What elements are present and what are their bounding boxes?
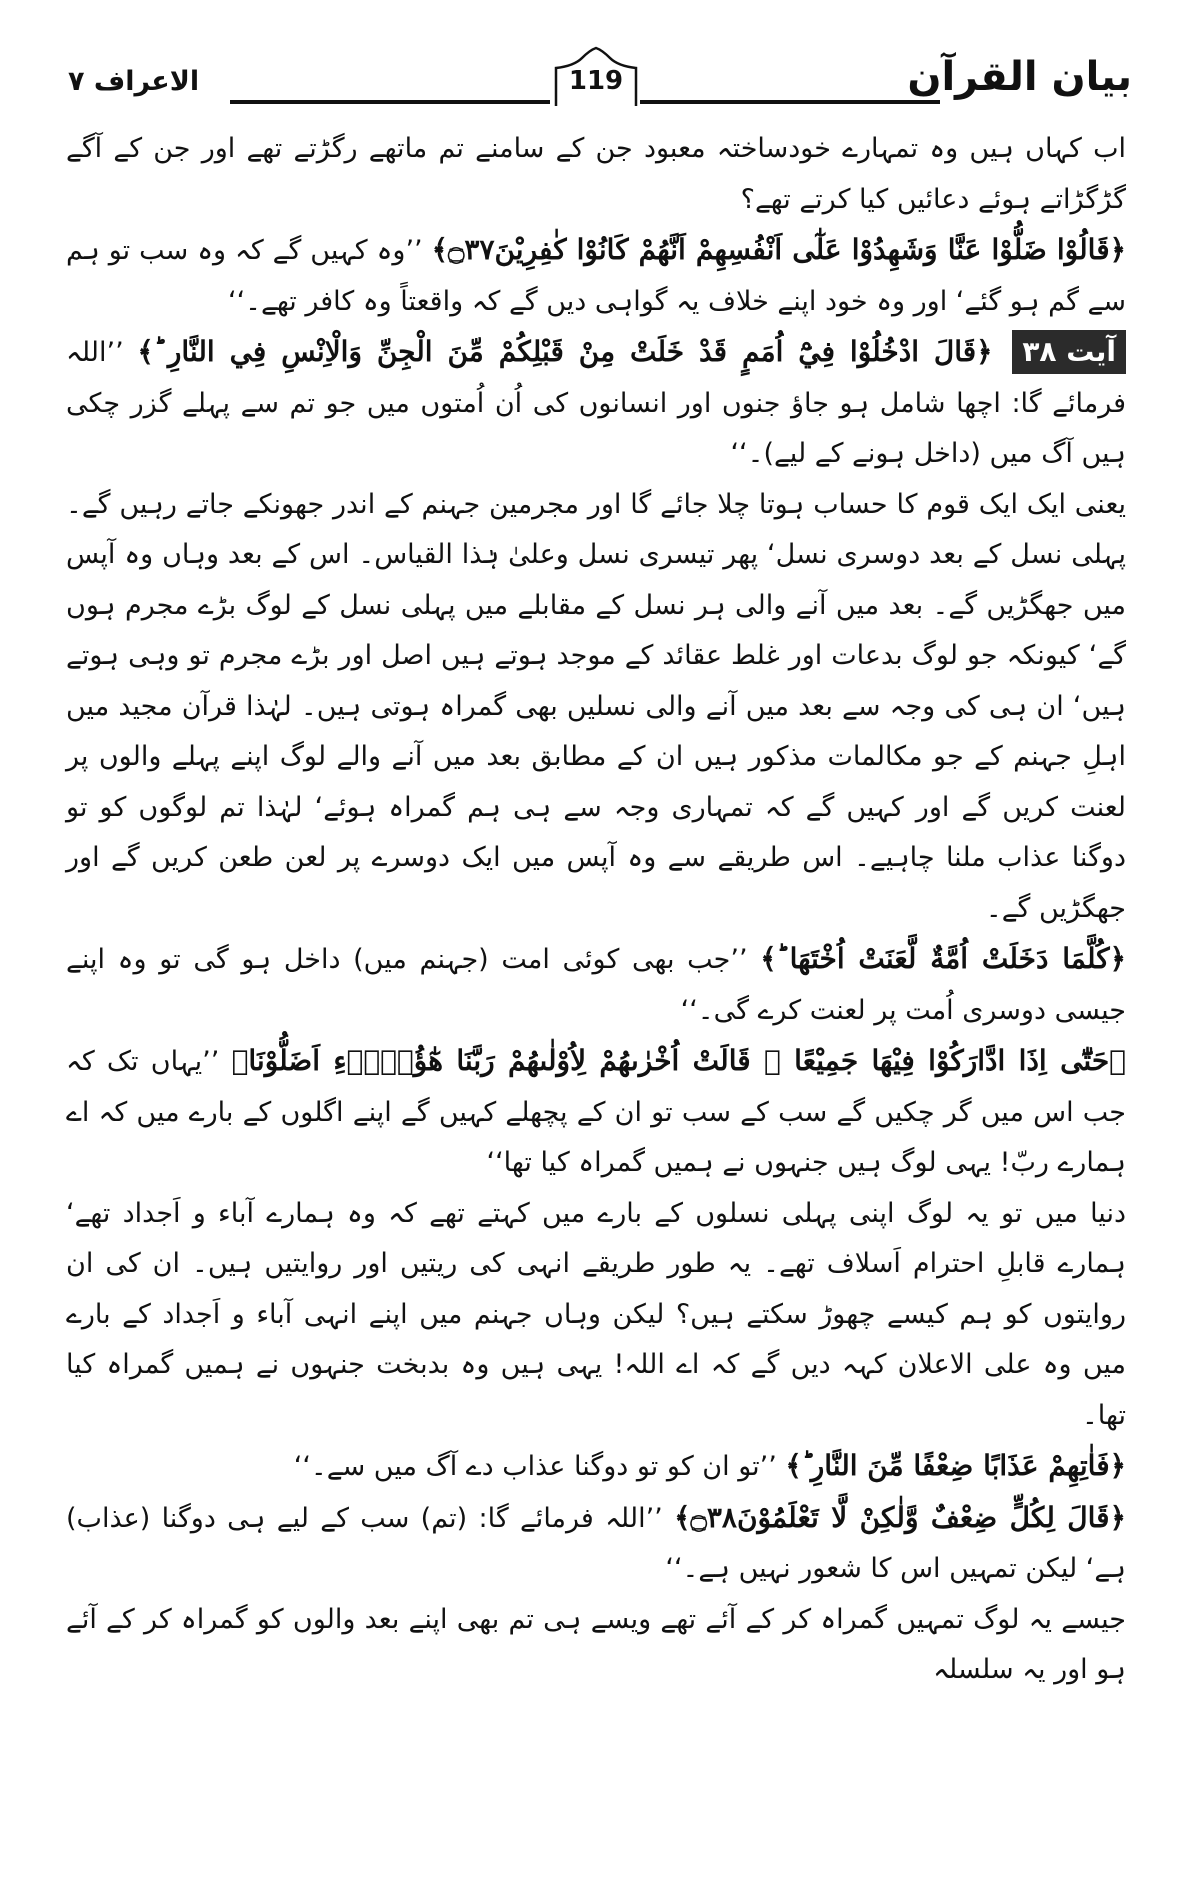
paragraph-1 — [66, 124, 1126, 225]
ayah-arabic: ﴿كُلَّمَا دَخَلَتْ اُمَّةٌ لَّعَنَتْ اُخْتَهَا ؕ﴾ — [760, 942, 1126, 975]
ayah-block-4 — [66, 1036, 1126, 1189]
ayah-arabic: ﴿قَالَ ادْخُلُوْا فِيْٓ اُمَمٍ قَدْ خَلَتْ مِنْ قَبْلِكُمْ مِّنَ الْجِنِّ وَالْاِنْسِ فِي النَّارِ ؕ﴾ — [137, 335, 993, 368]
header-rule-right — [640, 100, 940, 104]
ayah-arabic: ﴿قَالُوْا ضَلُّوْا عَنَّا وَشَهِدُوْا عَلٰٓى اَنْفُسِهِمْ اَنَّهُمْ كَانُوْا كٰفِرِيْنَ۝۳۷﴾ — [431, 233, 1126, 266]
page-header — [0, 0, 1192, 118]
paragraph-text: دنیا میں تو یہ لوگ اپنی پہلی نسلوں کے بارے میں کہتے تھے کہ وہ ہمارے آباء و اَجداد تھے‘ ہمارے قابلِ احترام اَسلاف تھے۔ یہ طور طریقے انہی کی ریتیں اور روایتیں ہیں۔ ان کی ان روایتوں کو ہم کیسے چھوڑ سکتے ہیں؟ لیکن وہاں جہنم میں اپنے انہی آباء و اَجداد کے بارے میں وہ علی الاعلان کہہ دیں گے کہ اے اللہ! یہی ہیں وہ بدبخت جنہوں نے ہمیں گمراہ کیا تھا۔ — [66, 1197, 1126, 1431]
page-number-badge — [552, 46, 640, 108]
page-number: 119 — [568, 66, 624, 96]
ayah-translation: ’’تو ان کو تو دوگنا عذاب دے آگ میں سے۔‘‘ — [293, 1451, 777, 1482]
ayah-translation: ’’اللہ فرمائے گا: (تم) سب کے لیے ہی دوگنا (عذاب) ہے‘ لیکن تمہیں اس کا شعور نہیں ہے۔‘‘ — [66, 1502, 1126, 1584]
ayah-block-6 — [66, 1493, 1126, 1595]
ayah-block-3 — [66, 934, 1126, 1036]
ayah-translation: ’’جب بھی کوئی امت (جہنم میں) داخل ہو گی تو وہ اپنے جیسی دوسری اُمت پر لعنت کرے گی۔‘‘ — [66, 944, 1126, 1026]
ayah-number-label: آیت ۳۸ — [1012, 330, 1126, 374]
page-body — [66, 124, 1126, 1864]
paragraph-text: اب کہاں ہیں وہ تمہارے خودساختہ معبود جن کے سامنے تم ماتھے رگڑتے تھے اور جن کے آگے گڑگڑاتے ہوئے دعائیں کیا کرتے تھے؟ — [66, 133, 1126, 215]
header-rule-left — [230, 100, 550, 104]
paragraph-text: یعنی ایک ایک قوم کا حساب ہوتا چلا جائے گا اور مجرمین جہنم کے اندر جھونکے جاتے رہیں گے۔ پہلی نسل کے بعد دوسری نسل‘ پھر تیسری نسل وعلیٰ ہٰذا القیاس۔ اس کے بعد وہاں وہ آپس میں جھگڑیں گے۔ بعد میں آنے والی ہر نسل کے مقابلے میں پہلی نسل کے لوگ بڑے مجرم ہوں گے‘ کیونکہ جو لوگ بدعات اور غلط عقائد کے موجد ہوتے ہیں اصل اور بڑے مجرم تو وہی ہوتے ہیں‘ ان ہی کی وجہ سے بعد میں آنے والی نسلیں بھی گمراہ ہوتی ہیں۔ لہٰذا قرآن مجید میں اہلِ جہنم کے جو مکالمات مذکور ہیں ان کے مطابق بعد میں آنے والے لوگ اپنے پہلے والوں پر لعنت کریں گے اور کہیں گے کہ تمہاری وجہ سے ہی ہم گمراہ ہوئے‘ لہٰذا تم لوگوں کو تو دوگنا عذاب ملنا چاہیے۔ اس طریقے سے وہ آپس میں ایک دوسرے پر لعن طعن کریں گے اور جھگڑیں گے۔ — [66, 488, 1126, 924]
ayah-block-5 — [66, 1441, 1126, 1493]
paragraph-text: جیسے یہ لوگ تمہیں گمراہ کر کے آئے تھے ویسے ہی تم بھی اپنے بعد والوں کو گمراہ کر کے آئے ہو اور یہ سلسلہ — [66, 1603, 1126, 1685]
book-title: بیان القرآن — [907, 54, 1132, 100]
ayah-arabic: ﴿حَتّٰٓى اِذَا ادَّارَكُوْا فِيْهَا جَمِيْعًا ۙ قَالَتْ اُخْرٰىهُمْ لِاُوْلٰىهُمْ رَبَّنَا هٰٓؤُلَاۗءِ اَضَلُّوْنَا﴾ — [231, 1044, 1126, 1077]
ayah-translation: ’’وہ کہیں گے کہ وہ سب تو ہم سے گم ہو گئے‘ اور وہ خود اپنے خلاف یہ گواہی دیں گے کہ واقعتاً وہ کافر تھے۔‘‘ — [66, 235, 1126, 317]
paragraph-2 — [66, 480, 1126, 935]
ayah-translation: ’’یہاں تک کہ جب اس میں گر چکیں گے سب کے سب تو ان کے پچھلے کہیں گے اپنے اگلوں کے بارے میں کہ اے ہمارے ربّ! یہی لوگ ہیں جنہوں نے ہمیں گمراہ کیا تھا‘‘ — [66, 1046, 1126, 1178]
paragraph-3 — [66, 1189, 1126, 1442]
ayah-block-1 — [66, 225, 1126, 327]
paragraph-4 — [66, 1595, 1126, 1696]
ayah-arabic: ﴿قَالَ لِكُلٍّ ضِعْفٌ وَّلٰكِنْ لَّا تَعْلَمُوْنَ۝۳۸﴾ — [674, 1500, 1126, 1534]
surah-name: الاعراف ۷ — [68, 66, 200, 97]
ayah-arabic: ﴿فَاٰتِهِمْ عَذَابًا ضِعْفًا مِّنَ النَّارِ ؕ﴾ — [785, 1449, 1126, 1482]
ayah-translation: ’’اللہ فرمائے گا: اچھا شامل ہو جاؤ جنوں اور انسانوں کی اُن اُمتوں میں جو تم سے پہلے گزر چکی ہیں آگ میں (داخل ہونے کے لیے)۔‘‘ — [66, 337, 1126, 469]
ayah-block-2 — [66, 327, 1126, 480]
